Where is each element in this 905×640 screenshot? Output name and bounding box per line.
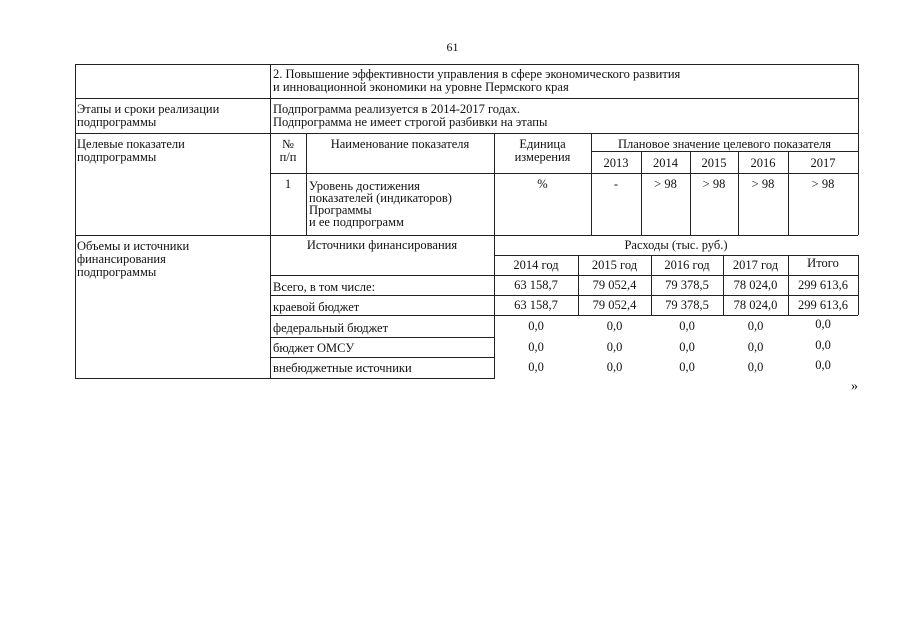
financing-row-value-2016: 79 378,5 xyxy=(665,298,709,312)
financing-row-value-2016: 79 378,5 xyxy=(665,278,709,292)
stages-label-line2: подпрограммы xyxy=(77,115,157,129)
targets-planned-header: Плановое значение целевого показателя xyxy=(617,137,832,151)
financing-row-name: бюджет ОМСУ xyxy=(273,341,355,355)
financing-expenses-header: Расходы (тыс. руб.) xyxy=(624,238,728,252)
financing-row-value-2016: 0,0 xyxy=(679,319,695,333)
targets-header-divider xyxy=(270,173,858,174)
targets-unit-header-line1: Единица xyxy=(519,137,566,151)
table-border-top xyxy=(75,64,858,65)
targets-name-header: Наименование показателя xyxy=(330,137,470,151)
financing-row-name: внебюджетные источники xyxy=(273,361,412,375)
row-divider-targets xyxy=(75,133,858,134)
financing-row-divider-4 xyxy=(270,357,495,358)
targets-unit-header-line2: измерения xyxy=(514,150,571,164)
table-border-bottom xyxy=(75,378,495,379)
financing-row-value-2017: 78 024,0 xyxy=(733,298,778,312)
financing-row-divider-1 xyxy=(270,295,858,296)
financing-col-2014: 2014 год xyxy=(513,258,559,272)
target-item-value-2017: > 98 xyxy=(811,177,835,191)
target-item-name-line2: показателей (индикаторов) xyxy=(309,191,452,205)
financing-label-line2: финансирования xyxy=(77,252,166,266)
targets-year-2014: 2014 xyxy=(653,156,678,170)
financing-row-divider-3 xyxy=(270,337,495,338)
financing-row-divider-2 xyxy=(270,315,858,316)
financing-label-line3: подпрограммы xyxy=(77,265,157,279)
target-item-name-line4: и ее подпрограмм xyxy=(309,215,404,229)
subprogram-title-line2: и инновационной экономики на уровне Пермского края xyxy=(273,80,569,94)
target-item-value-2013: - xyxy=(613,177,619,191)
financing-row-value-2014: 0,0 xyxy=(528,360,544,374)
financing-row-value-total: 0,0 xyxy=(815,358,831,372)
financing-col-total: Итого xyxy=(807,256,839,270)
financing-row-value-2017: 0,0 xyxy=(747,340,764,354)
targets-year-2016: 2016 xyxy=(750,156,776,170)
financing-col-2015: 2015 год xyxy=(591,258,638,272)
financing-row-value-total: 0,0 xyxy=(815,338,831,352)
financing-col-2016: 2016 год xyxy=(664,258,710,272)
stages-value-line2: Подпрограмма не имеет строгой разбивки на этапы xyxy=(273,115,548,129)
financing-row-value-2015: 79 052,4 xyxy=(592,278,637,292)
stages-label-line1: Этапы и сроки реализации xyxy=(77,102,220,116)
financing-row-value-2014: 0,0 xyxy=(528,319,544,333)
financing-row-value-2015: 0,0 xyxy=(606,319,623,333)
financing-sources-header: Источники финансирования xyxy=(306,238,458,252)
target-item-value-2014: > 98 xyxy=(654,177,677,191)
targets-year-2013: 2013 xyxy=(603,156,629,170)
financing-row-value-2017: 78 024,0 xyxy=(733,278,778,292)
financing-col-2017: 2017 год xyxy=(732,258,779,272)
financing-row-value-2016: 0,0 xyxy=(679,360,695,374)
financing-row-name: краевой бюджет xyxy=(273,300,360,314)
financing-row-value-2014: 0,0 xyxy=(528,340,544,354)
financing-row-value-total: 0,0 xyxy=(815,317,831,331)
target-item-name-line1: Уровень достижения xyxy=(309,179,420,193)
targets-year-2015: 2015 xyxy=(701,156,727,170)
target-item-unit: % xyxy=(537,177,548,191)
targets-num-header-line1: № xyxy=(282,137,294,151)
financing-row-value-2017: 0,0 xyxy=(747,360,764,374)
target-item-num: 1 xyxy=(284,177,292,191)
targets-years-divider xyxy=(591,151,858,152)
financing-header-divider xyxy=(270,275,858,276)
financing-row-value-2016: 0,0 xyxy=(679,340,695,354)
financing-expenses-divider xyxy=(494,255,858,256)
financing-row-value-2015: 0,0 xyxy=(606,360,623,374)
targets-year-2017: 2017 xyxy=(810,156,836,170)
financing-row-value-2014: 63 158,7 xyxy=(514,298,558,312)
financing-right-border xyxy=(858,255,859,315)
targets-label-line2: подпрограммы xyxy=(77,150,157,164)
financing-row-name: Всего, в том числе: xyxy=(273,280,376,294)
target-item-value-2016: > 98 xyxy=(751,177,775,191)
financing-row-value-2017: 0,0 xyxy=(747,319,764,333)
financing-row-value-total: 299 613,6 xyxy=(798,298,848,312)
row-divider-stages xyxy=(75,98,858,99)
financing-row-value-2015: 0,0 xyxy=(606,340,623,354)
target-item-name-line3: Программы xyxy=(309,203,372,217)
subprogram-title-line1: 2. Повышение эффективности управления в сфере экономического развития xyxy=(273,67,681,81)
table-border-right-upper xyxy=(858,64,859,235)
label-column-divider xyxy=(270,64,271,378)
financing-label-line1: Объемы и источники xyxy=(77,239,190,253)
financing-row-name: федеральный бюджет xyxy=(273,321,389,335)
stages-value-line1: Подпрограмма реализуется в 2014-2017 годах. xyxy=(273,102,520,116)
row-divider-financing xyxy=(75,235,858,236)
target-item-value-2015: > 98 xyxy=(702,177,726,191)
targets-label-line1: Целевые показатели xyxy=(77,137,185,151)
financing-row-value-2014: 63 158,7 xyxy=(514,278,558,292)
financing-row-value-total: 299 613,6 xyxy=(798,278,848,292)
targets-num-header-line2: п/п xyxy=(279,150,297,164)
page-number: 61 xyxy=(446,40,459,54)
financing-row-value-2015: 79 052,4 xyxy=(592,298,637,312)
table-border-left xyxy=(75,64,76,378)
closing-quote: » xyxy=(851,379,858,394)
